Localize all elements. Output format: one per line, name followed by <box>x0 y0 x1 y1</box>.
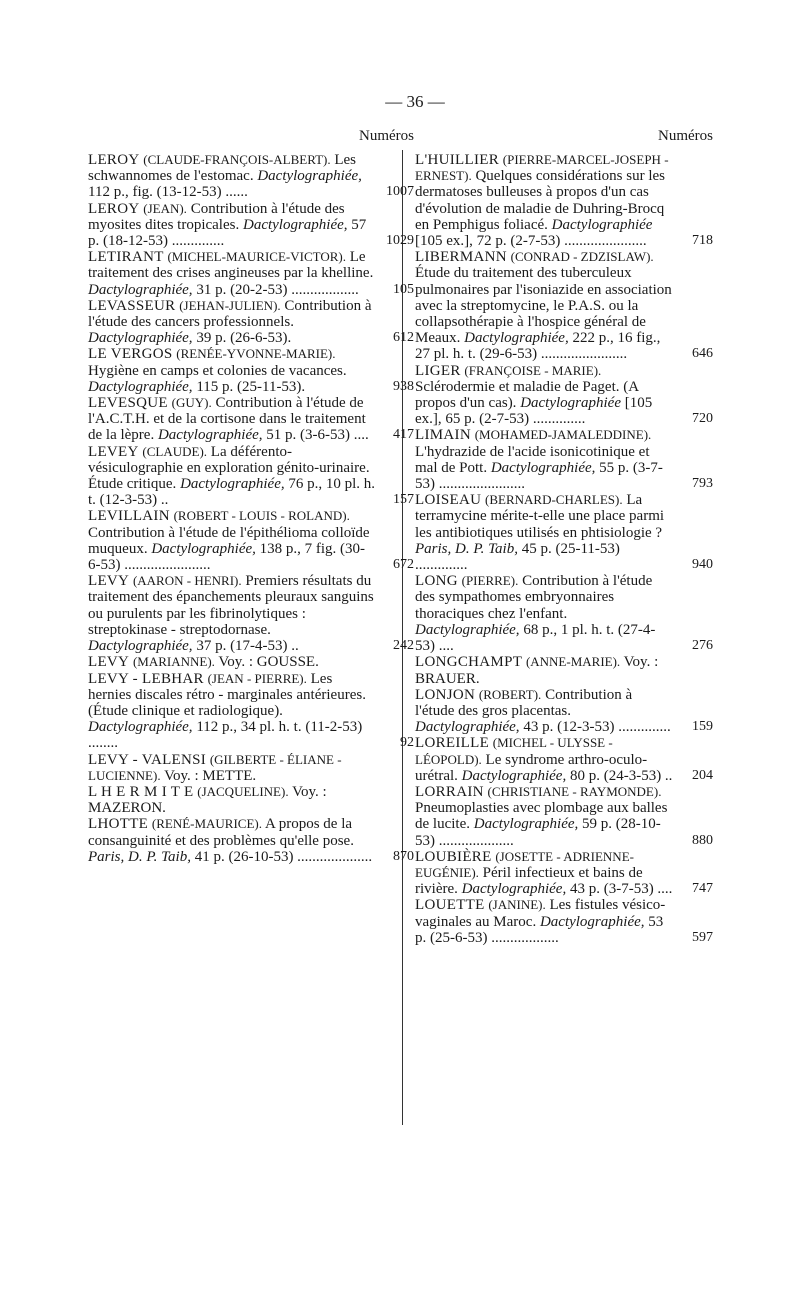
entry-details: [105 ex.], 72 p. (2-7-53) ...................... <box>415 233 647 250</box>
entry-text <box>88 152 414 201</box>
entry-text <box>88 298 414 347</box>
index-entry <box>415 363 713 428</box>
entry-title: Les schwannomes de l'estomac. <box>88 152 357 185</box>
author-forenames: (CLAUDE). <box>142 443 208 459</box>
entry-details: 37 p. (17-4-53) .. <box>196 638 299 655</box>
entry-text <box>88 671 414 752</box>
author-name: LIGER <box>415 362 461 379</box>
entry-text <box>415 784 713 849</box>
entry-details: 41 p. (26-10-53) .................... <box>194 848 373 865</box>
entry-title: Voy. : MAZERON. <box>88 783 327 817</box>
entry-details: 59 p. (28-10-53) .................... <box>415 816 661 849</box>
entry-title: Contribution à l'étude des gros placentas. <box>415 686 633 719</box>
author-forenames: (MARIANNE). <box>132 654 215 670</box>
entry-publication: Dactylographiée, <box>157 427 263 444</box>
entry-details: 55 p. (3-7-53) ....................... <box>415 459 663 493</box>
entry-number: 159 <box>692 719 713 735</box>
index-entry <box>415 573 713 654</box>
entry-publication: Dactylographiée, <box>257 168 362 185</box>
entry-text <box>415 427 713 492</box>
author-forenames: (CHRISTIANE - RAYMONDE). <box>487 783 662 799</box>
entry-text <box>88 573 414 654</box>
left-column <box>88 128 414 865</box>
entry-text <box>415 363 713 428</box>
entry-text <box>415 687 713 736</box>
index-entry <box>415 897 713 946</box>
author-forenames: (BERNARD-CHARLES). <box>485 492 623 508</box>
author-forenames: (CLAUDE-FRANÇOIS-ALBERT). <box>143 152 331 167</box>
entry-title: Les hernies discales rétro - marginales antérieures. (Étude clinique et radiologique). <box>88 670 366 719</box>
entry-details: 138 p., 7 fig. (30-6-53) ....................... <box>88 540 366 574</box>
index-entry <box>88 752 414 784</box>
author-forenames: (MOHAMED-JAMALEDDINE). <box>474 427 652 443</box>
author-forenames: (FRANÇOISE - MARIE). <box>464 362 602 378</box>
index-entry <box>88 444 414 509</box>
index-entry <box>415 687 713 736</box>
entry-text <box>415 249 713 362</box>
author-forenames: (JACQUELINE). <box>197 783 289 799</box>
entry-details: 43 p. (12-3-53) .............. <box>523 719 671 736</box>
entry-details: 112 p., 34 pl. h. t. (11-2-53) ........ <box>88 719 363 752</box>
right-column <box>415 128 713 946</box>
entry-text <box>415 849 713 898</box>
author-name: LIMAIN <box>415 427 471 444</box>
entry-number: 793 <box>692 476 713 492</box>
entry-number: 672 <box>393 557 414 573</box>
entry-publication: Dactylographiée, <box>88 281 193 298</box>
index-entry <box>88 784 414 816</box>
entry-title: Quelques considérations sur les dermatoses bulleuses à propos d'un cas d'évolution de maladie de Duhring-Brocq en Pemphigus foliacé. <box>415 168 665 233</box>
entry-text <box>88 444 414 509</box>
entry-title: Sclérodermie et maladie de Paget. (A propos d'un cas). <box>415 378 639 412</box>
author-name: LIBERMANN <box>415 249 507 266</box>
entry-text <box>88 784 414 816</box>
entry-title: La terramycine mérite-t-elle une place parmi les antibiotiques utilisés en phtisiologie ? <box>415 492 665 541</box>
entry-details: 76 p., 10 pl. h. t. (12-3-53) .. <box>88 476 376 509</box>
entry-title: Étude du traitement des tuberculeux pulmonaires par l'isoniazide en association avec la streptomycine, le P.A.S. ou la collapsothérapie à l'hospice général de Meaux. <box>415 265 672 347</box>
entry-title: Pneumoplasties avec plombage aux balles de lucite. <box>415 800 668 833</box>
entry-title: Contribution à l'étude de l'A.C.T.H. et de la cortisone dans le traitement de la lèpre. <box>88 395 366 444</box>
entry-details: 112 p., fig. (13-12-53) ...... <box>88 184 248 201</box>
index-entry <box>415 784 713 849</box>
entry-details: 68 p., 1 pl. h. t. (27-4-53) .... <box>415 621 656 655</box>
entry-number: 597 <box>692 929 713 945</box>
index-entry <box>88 298 414 347</box>
author-forenames: (RENÉE-YVONNE-MARIE). <box>176 346 336 362</box>
index-entry <box>415 849 713 898</box>
entry-text <box>415 492 713 573</box>
entry-details: 31 p. (20-2-53) .................. <box>196 281 359 298</box>
entry-publication: Dactylographiée <box>551 216 653 233</box>
entry-text <box>88 752 414 784</box>
entry-text <box>88 508 414 573</box>
index-entry <box>88 152 414 201</box>
author-forenames: (AARON - HENRI). <box>132 573 242 589</box>
entry-publication: Dactylographiée, <box>415 719 520 736</box>
entry-publication: Dactylographiée, <box>461 881 567 898</box>
entry-number: 1029 <box>386 233 414 249</box>
entry-publication: Dactylographiée, <box>473 816 579 833</box>
column-header: Numéros <box>359 128 414 144</box>
author-name: LOUBIÈRE <box>415 848 492 865</box>
author-name: LEVEY <box>88 443 139 460</box>
column-header: Numéros <box>658 128 713 144</box>
entry-title: Contribution à l'étude des cancers professionnels. <box>88 297 372 331</box>
entry-number: 1007 <box>386 184 414 200</box>
author-name: LEVY <box>88 654 130 671</box>
author-name: LONG <box>415 573 458 590</box>
entry-text <box>415 897 713 946</box>
entry-publication: Dactylographiée, <box>88 719 193 736</box>
entry-publication: Dactylographiée, <box>180 476 285 493</box>
index-entry <box>88 671 414 752</box>
author-name: L'HUILLIER <box>415 152 500 168</box>
entry-text <box>88 249 414 298</box>
page-number: — 36 — <box>385 92 445 111</box>
entry-details: 51 p. (3-6-53) .... <box>266 427 369 444</box>
entry-number: 938 <box>393 378 414 394</box>
author-name: L H E R M I T E <box>88 783 194 800</box>
index-entry <box>88 249 414 298</box>
index-entry <box>88 508 414 573</box>
entry-title: La déférento-vésiculographie en exploration génito-urinaire. Étude critique. <box>88 443 370 493</box>
author-forenames: (JANINE). <box>488 897 546 913</box>
index-entry <box>415 427 713 492</box>
author-forenames: (PIERRE). <box>461 573 519 589</box>
entry-publication: Dactylographiée, <box>539 913 645 930</box>
author-forenames: (GILBERTE - ÉLIANE - LUCIENNE). <box>88 751 342 783</box>
author-name: LORRAIN <box>415 783 484 800</box>
index-entry <box>88 654 414 670</box>
index-entry <box>415 654 713 686</box>
author-forenames: (JEAN - PIERRE). <box>207 670 307 686</box>
index-entry <box>415 249 713 362</box>
entry-title: Hygiène en camps et colonies de vacances. <box>88 362 347 379</box>
entry-number: 204 <box>692 767 713 783</box>
author-name: LOREILLE <box>415 735 490 752</box>
author-name: LETIRANT <box>88 249 164 266</box>
index-entry <box>88 201 414 250</box>
entry-number: 612 <box>393 330 414 346</box>
author-name: LE VERGOS <box>88 346 173 363</box>
entry-text <box>88 346 414 395</box>
author-name: LOUETTE <box>415 897 485 914</box>
entry-number: 646 <box>692 346 713 362</box>
entry-details: 80 p. (24-3-53) .. <box>569 767 673 784</box>
entry-details: 115 p. (25-11-53). <box>196 378 306 395</box>
entry-number: 870 <box>393 848 414 864</box>
entry-publication: Paris, D. P. Taib, <box>415 540 518 557</box>
entry-publication: Dactylographiée, <box>461 767 567 784</box>
author-forenames: (RENÉ-MAURICE). <box>151 816 263 832</box>
entry-number: 720 <box>692 411 713 427</box>
index-entry <box>88 816 414 865</box>
author-forenames: (JOSETTE - ADRIENNE-EUGÉNIE). <box>415 848 634 880</box>
entry-publication: Dactylographiée, <box>464 330 569 347</box>
author-name: LEVILLAIN <box>88 508 170 525</box>
author-forenames: (PIERRE-MARCEL-JOSEPH - ERNEST). <box>415 152 669 184</box>
entry-number: 157 <box>393 492 414 508</box>
author-name: LEROY <box>88 200 140 217</box>
entry-details: 222 p., 16 fig., 27 pl. h. t. (29-6-53) ....................... <box>415 330 661 363</box>
entry-details: 53 p. (25-6-53) .................. <box>415 913 664 946</box>
entry-number: 276 <box>692 638 713 654</box>
author-name: LOISEAU <box>415 492 482 509</box>
entry-publication: Dactylographiée, <box>88 330 193 347</box>
entry-details: 57 p. (18-12-53) .............. <box>88 216 367 250</box>
author-forenames: (CONRAD - ZDZISLAW). <box>510 249 654 265</box>
index-entry <box>415 152 713 249</box>
entry-title: Voy. : METTE. <box>164 767 257 784</box>
entry-publication: Dactylographiée, <box>151 540 256 557</box>
entry-text <box>415 735 713 784</box>
entry-title: Le traitement des crises angineuses par la khelline. <box>88 249 374 282</box>
entry-text <box>88 654 414 670</box>
entry-number: 417 <box>393 427 414 443</box>
entry-text <box>88 395 414 444</box>
entry-details: 43 p. (3-7-53) .... <box>569 881 673 898</box>
entry-details: 45 p. (25-11-53) .............. <box>415 540 620 574</box>
entry-title: Premiers résultats du traitement des épanchements pleuraux sanguins ou purulents par les fibrinolytiques : streptokinase - streptodornase. <box>88 573 374 638</box>
entry-number: 92 <box>400 735 414 751</box>
entry-text <box>415 573 713 654</box>
index-entry <box>415 492 713 573</box>
author-name: LEVASSEUR <box>88 297 176 314</box>
author-name: LEVESQUE <box>88 395 168 412</box>
author-name: LEVY <box>88 573 130 590</box>
author-name: LEROY <box>88 152 140 168</box>
entry-publication: Dactylographiée <box>520 395 621 412</box>
author-forenames: (ROBERT - LOUIS - ROLAND). <box>173 508 350 524</box>
entry-details: [105 ex.], 65 p. (2-7-53) .............. <box>415 395 653 428</box>
entry-number: 105 <box>393 281 414 297</box>
entry-text <box>415 152 713 249</box>
entry-text <box>88 201 414 250</box>
entry-title: Contribution à l'étude des myosites dites tropicales. <box>88 200 345 233</box>
entry-publication: Dactylographiée, <box>242 216 348 233</box>
entry-title: Voy. : BRAUER. <box>415 654 659 687</box>
entry-number: 242 <box>393 638 414 654</box>
author-forenames: (MICHEL - ULYSSE - LÉOPOLD). <box>415 735 613 767</box>
entry-publication: Dactylographiée, <box>88 638 193 655</box>
entry-details: 39 p. (26-6-53). <box>196 330 292 347</box>
author-forenames: (JEAN). <box>143 200 187 216</box>
entry-publication: Paris, D. P. Taib, <box>88 848 191 865</box>
author-forenames: (MICHEL-MAURICE-VICTOR). <box>167 249 346 265</box>
index-entry <box>88 346 414 395</box>
author-forenames: (ANNE-MARIE). <box>525 654 621 670</box>
entry-publication: Dactylographiée, <box>415 621 520 638</box>
author-name: LEVY - LEBHAR <box>88 670 204 687</box>
entry-publication: Dactylographiée, <box>490 459 596 476</box>
entry-title: Les fistules vésico-vaginales au Maroc. <box>415 897 666 930</box>
entry-publication: Dactylographiée, <box>88 378 193 395</box>
entry-title: L'hydrazide de l'acide isonicotinique et mal de Pott. <box>415 443 650 476</box>
author-name: LEVY - VALENSI <box>88 751 207 768</box>
entry-title: A propos de la consanguinité et des problèmes qu'elle pose. <box>88 816 354 849</box>
author-forenames: (ROBERT). <box>478 686 542 702</box>
index-entry <box>415 735 713 784</box>
entry-number: 940 <box>692 557 713 573</box>
entry-text <box>415 654 713 686</box>
entry-title: Péril infectieux et bains de rivière. <box>415 864 643 898</box>
author-forenames: (JEHAN-JULIEN). <box>179 297 281 313</box>
entry-number: 880 <box>692 832 713 848</box>
author-name: LONGCHAMPT <box>415 654 523 671</box>
index-entry <box>88 395 414 444</box>
entry-number: 747 <box>692 881 713 897</box>
entry-title: Contribution à l'étude de l'épithélioma colloïde muqueux. <box>88 524 370 557</box>
author-name: LHOTTE <box>88 816 149 833</box>
author-name: LONJON <box>415 686 476 703</box>
entry-text <box>88 816 414 865</box>
entry-title: Contribution à l'étude des sympathomes embryonnaires thoraciques chez l'enfant. <box>415 573 653 622</box>
entry-number: 718 <box>692 233 713 249</box>
author-forenames: (GUY). <box>171 395 212 411</box>
entry-title: Voy. : GOUSSE. <box>218 654 319 671</box>
entry-title: Le syndrome arthro-oculo-urétral. <box>415 751 648 784</box>
index-entry <box>88 573 414 654</box>
